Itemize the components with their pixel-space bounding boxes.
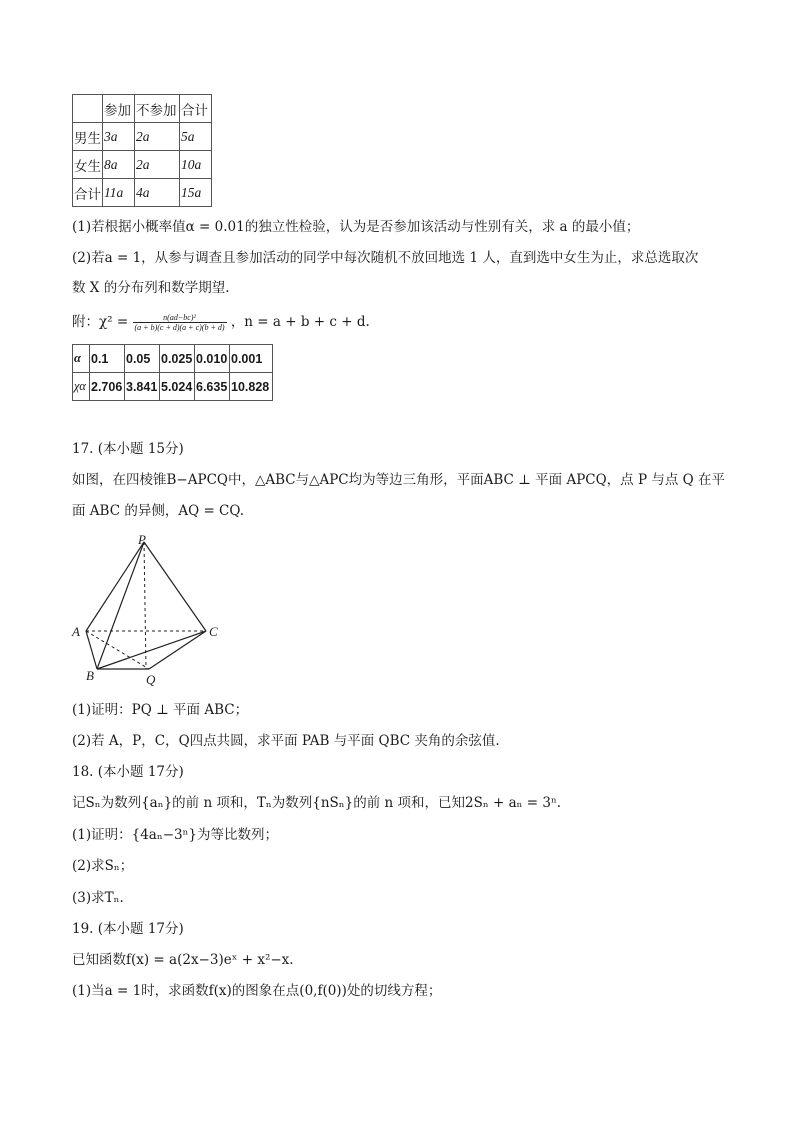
q17-part2: (2)若 A，P，C，Q四点共圆，求平面 PAB 与平面 QBC 夹角的余弦值. xyxy=(72,733,500,749)
q19-line1: 已知函数f(x) = a(2x−3)eˣ + x²−x. xyxy=(72,952,294,968)
q19-title: 19. (本小题 17分) xyxy=(72,921,184,937)
q16-appendix xyxy=(72,313,370,332)
table-cell: α xyxy=(73,345,90,373)
table-header-row xyxy=(73,345,273,373)
q16-part2-line1: (2)若a = 1，从参与调查且参加活动的同学中每次随机不放回地选 1 人，直到选中女生为止，求总选取次 xyxy=(72,250,699,266)
table-cell: 8a xyxy=(103,151,135,179)
table-row xyxy=(73,373,273,401)
q16-part2-line2: 数 X 的分布列和数学期望. xyxy=(72,280,230,296)
pyramid-figure xyxy=(70,530,230,690)
appendix-prefix: 附：χ² = xyxy=(72,314,129,330)
table-cell: 10a xyxy=(180,151,212,179)
table-cell: 合计 xyxy=(180,95,212,123)
table-cell: 10.828 xyxy=(230,373,273,401)
table-cell: 3.841 xyxy=(125,373,160,401)
formula-numerator: n(ad−bc)² xyxy=(133,313,227,323)
table-cell: 6.635 xyxy=(195,373,230,401)
q17-line1: 如图，在四棱锥B−APCQ中，△ABC与△APC均为等边三角形，平面ABC ⊥ 平面 APCQ，点 P 与点 Q 在平 xyxy=(72,472,726,488)
hidden-edge-PQ xyxy=(144,542,146,669)
table-cell: 0.025 xyxy=(160,345,195,373)
table-cell: 2a xyxy=(135,151,180,179)
table-cell: 0.010 xyxy=(195,345,230,373)
table-cell: 女生 xyxy=(73,151,103,179)
q18-part2: (2)求Sₙ； xyxy=(72,858,134,874)
q18-part1: (1)证明：{4aₙ−3ⁿ}为等比数列； xyxy=(72,827,279,843)
label-P: P xyxy=(138,532,146,547)
table-cell xyxy=(73,95,103,123)
appendix-suffix: ，n = a + b + c + d. xyxy=(230,314,370,330)
edge-PC xyxy=(144,542,206,631)
q17-title: 17. (本小题 15分) xyxy=(72,441,184,457)
table-cell: 2a xyxy=(135,123,180,151)
q19-part1: (1)当a = 1时，求函数f(x)的图象在点(0,f(0))处的切线方程； xyxy=(72,983,442,999)
table-cell: 0.1 xyxy=(90,345,125,373)
gender-participation-table xyxy=(72,94,212,207)
q18-line1: 记Sₙ为数列{aₙ}的前 n 项和，Tₙ为数列{nSₙ}的前 n 项和，已知2Sₙ + aₙ = 3ⁿ. xyxy=(72,795,562,811)
table-cell: 2.706 xyxy=(90,373,125,401)
edge-QC xyxy=(149,631,206,669)
edge-PA xyxy=(86,542,144,631)
table-row xyxy=(73,123,212,151)
table-cell: 4a xyxy=(135,179,180,207)
formula-denominator: (a + b)(c + d)(a + c)(b + d) xyxy=(134,323,225,332)
table-row xyxy=(73,179,212,207)
table-cell: 15a xyxy=(180,179,212,207)
table-cell: 3a xyxy=(103,123,135,151)
edge-PB xyxy=(97,542,144,669)
table-cell: 0.001 xyxy=(230,345,273,373)
table-row xyxy=(73,151,212,179)
chi-square-critical-table xyxy=(72,344,273,401)
edge-AB xyxy=(86,631,97,669)
table-cell: 5a xyxy=(180,123,212,151)
table-cell: 0.05 xyxy=(125,345,160,373)
table-cell: 5.024 xyxy=(160,373,195,401)
table-cell: 不参加 xyxy=(135,95,180,123)
chi-square-formula xyxy=(133,313,227,332)
q18-title: 18. (本小题 17分) xyxy=(72,764,184,780)
label-B: B xyxy=(86,668,94,683)
q17-line2: 面 ABC 的异侧，AQ = CQ. xyxy=(72,503,245,519)
q17-part1: (1)证明：PQ ⊥ 平面 ABC； xyxy=(72,702,249,718)
edge-BC xyxy=(97,631,206,669)
q16-part1: (1)若根据小概率值α = 0.01的独立性检验，认为是否参加该活动与性别有关，求 a 的最小值； xyxy=(72,219,640,235)
q18-part3: (3)求Tₙ. xyxy=(72,890,124,906)
table-header-row xyxy=(73,95,212,123)
table-cell: 合计 xyxy=(73,179,103,207)
label-Q: Q xyxy=(146,672,156,687)
table-cell: 男生 xyxy=(73,123,103,151)
table-cell: 11a xyxy=(103,179,135,207)
table-cell: χα xyxy=(73,373,90,401)
label-A: A xyxy=(72,624,80,639)
table-cell: 参加 xyxy=(103,95,135,123)
label-C: C xyxy=(209,624,218,639)
